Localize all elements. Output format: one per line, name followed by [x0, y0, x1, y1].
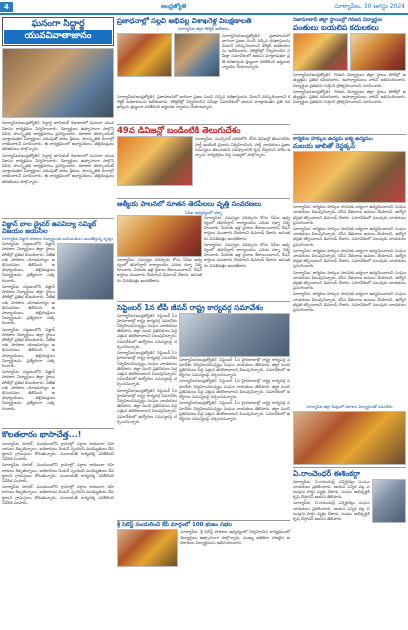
cpi-headline: ఆత్మీయ పాలనలో నూతన తెరపేలలు వృత్తి సంవరణలు: [117, 200, 262, 209]
feature-title-box: [2, 17, 114, 46]
labour-story-text: సూర్యాపేట: కార్మికుల హక్కుల సాధనకు ఐక్యంగా ఉద్యమించాలని సంఘం నాయకులు పిలుపునిచ్చారు. కనీస వేతనాలు అమలు చేయాలని, ఉద్యోగ భద్రత కల్పించాలని డిమాండ్ చేశారు. సమావేశంలో పలువురు నాయకులు ప్రసంగించారు.: [293, 204, 406, 225]
column-center: [117, 17, 290, 628]
election-story-text-cont: సూర్యాపేట: ఏ.రామచంద్ర్ ఎన్నికైనట్లు సంఘం నాయకులు ప్రకటించారు. ఆయన ఎన్నిక పట్ల పలువురు హర్షం వ్యక్తం చేశారు. సంఘం అభివృద్ధికి కృషి చేస్తానని ఆయన తెలిపారు.: [293, 500, 370, 522]
tribal-story-text: సూర్యాపేట(ఆంధ్రజ్యోతి): గిరిజన విద్యార్థులు జిల్లా స్థాయి పోటీల్లో అత్యుత్తమ ప్రతిభ కనబరిచారు. ఉపాధ్యాయులు వారిని అభినందించారు. విద్యార్థుల ప్రతిభను గుర్తించి ప్రోత్సహించాలని సూచించారు.: [293, 72, 406, 88]
celest-story: సూర్యాపేట: శ్రీ సెలెస్ట్ పాఠశాల ఆధ్వర్యంలో నిర్వహించిన కార్యక్రమంలో విద్యార్థులు ఉత్సాహంగా పాల్గొన్నారు. ముఖ్య అతిథిగా హాజరైన అధికారులు విద్యార్థులను అభినందించారు.: [180, 529, 290, 545]
meeting-story-text-cont2: సూర్యాపేట(ఆంధ్రజ్యోతి): సెప్టెంబర్ 1న హైదరాబాద్లో రాష్ట్ర కార్యవర్గ సమావేశం నిర్వహించనున్నట్లు సంఘం నాయకులు తెలిపారు. జిల్లా నుంచి ప్రతినిధులు పెద్ద ఎత్తున తరలిరావాలని పిలుపునిచ్చారు. సమావేశంలో ఉద్యోగుల సమస్యలపై చర్చించనున్నారు.: [117, 387, 177, 424]
lead-story: సూర్యాపేట(ఆంధ్రజ్యోతి): ప్రజాపాలనలో భాగంగా ప్రజల నుంచి వచ్చిన దరఖాస్తులను వెంటనే పరిష్కరించాలని కలెక్టర్ అధికారులను ఆదేశించారు. కలెక్టరేట్లో నిర్వహించిన సమీక్షా సమావేశంలో ఆయన మాట్లాడుతూ ప్రతి దరఖాస్తును క్షుణ్ణంగా పరిశీలించి అర్హులకు న్యాయం చేయాలన్నారు.: [117, 93, 290, 109]
feature-story-text-cont: సూర్యాపేట(ఆంధ్రజ్యోతి): సిద్ధార్థ జూనియర్ కళాశాలలో ఘనంగా యువవికాసం కార్యక్రమం నిర్వహించారు. విద్యార్థులు ఉత్సాహంగా పాల్గొని వివిధ సాంస్కృతిక కార్యక్రమాలు ప్రదర్శించారు. కళాశాల కరస్పాండెంట్ మాట్లాడుతూ విద్యార్థులు చదువుతో పాటు క్రీడలు, సాంస్కృతిక రంగాల్లో రాణించాలని సూచించారు. ఈ కార్యక్రమంలో అధ్యాపకులు, తల్లిదండ్రులు తదితరులు పాల్గొన్నారు.: [2, 152, 114, 184]
labour-story-text-cont3: సూర్యాపేట: కార్మికుల హక్కుల సాధనకు ఐక్యంగా ఉద్యమించాలని సంఘం నాయకులు పిలుపునిచ్చారు. కనీస వేతనాలు అమలు చేయాలని, ఉద్యోగ భద్రత కల్పించాలని డిమాండ్ చేశారు. సమావేశంలో పలువురు నాయకులు ప్రసంగించారు.: [293, 269, 406, 291]
divider: [293, 467, 406, 468]
lead-headline: ప్రజాధనాల్లో సల్లవి అభివల్ల విశాఖగెళ్ల విలక్షణాలతి: [117, 17, 252, 25]
feature-title-line1: ఘనంగా సిద్ధార్థ: [31, 19, 85, 29]
meeting-row: [117, 313, 290, 518]
kolatharam-story-text-cont: సూర్యాపేట రూరల్: మండలంలోని గ్రామాల్లో వర్షాల కారణంగా రహదారులు దెబ్బతిన్నాయి. అధికారులు వెంటనే స్పందించి మరమ్మతులు చేపట్టాలని గ్రామస్తులు కోరుతున్నారు. పంచాయతీ కార్యదర్శి పరిశీలించి నివేదిక పంపారు.: [2, 462, 114, 484]
division-row: [117, 136, 290, 196]
division-photo: [117, 136, 193, 186]
feature-photo: [2, 48, 114, 118]
tribal-photo-row: [293, 33, 406, 71]
divider: [117, 301, 290, 302]
feature-story-text: సూర్యాపేట(ఆంధ్రజ్యోతి): సిద్ధార్థ జూనియర్ కళాశాలలో ఘనంగా యువవికాసం కార్యక్రమం నిర్వహించారు. విద్యార్థులు ఉత్సాహంగా పాల్గొని వివిధ సాంస్కృతిక కార్యక్రమాలు ప్రదర్శించారు. కళాశాల కరస్పాండెంట్ మాట్లాడుతూ విద్యార్థులు చదువుతో పాటు క్రీడలు, సాంస్కృతిక రంగాల్లో రాణించాలని సూచించారు. ఈ కార్యక్రమంలో అధ్యాపకులు, తల్లిదండ్రులు తదితరులు పాల్గొన్నారు.: [2, 120, 114, 152]
meeting-story-text-r2: సూర్యాపేట(ఆంధ్రజ్యోతి): సెప్టెంబర్ 1న హైదరాబాద్లో రాష్ట్ర కార్యవర్గ సమావేశం నిర్వహించనున్నట్లు సంఘం నాయకులు తెలిపారు. జిల్లా నుంచి ప్రతినిధులు పెద్ద ఎత్తున తరలిరావాలని పిలుపునిచ్చారు. సమావేశంలో ఉద్యోగుల సమస్యలపై చర్చించనున్నారు.: [179, 378, 290, 400]
column-right: [293, 17, 406, 628]
masthead: ఆంధ్రజ్యోతి: [160, 2, 187, 10]
vignan-story-text: సూర్యాపేట పట్టణంలోని విజ్ఞాన్ పాఠశాల విద్యార్థులు జిల్లా స్థాయి పోటీల్లో ప్రతిభ కనబరిచారు. విజేతలకు పాఠశాల యాజమాన్యం అభినందనలు తెలిపింది. ఉపాధ్యాయులు, తల్లిదండ్రులు విద్యార్థులను ప్రత్యేకంగా సత్కరించారు.: [2, 241, 55, 283]
vignan-photo: [57, 243, 114, 300]
lead-photo-2: [174, 33, 220, 77]
vignan-headline: విజ్ఞాన్ బాల డ్రైవర్ ఉపవిద్యా సమ్మిట్ విజయం జయసిల: [2, 220, 97, 236]
divider: [2, 428, 114, 429]
meeting-story-left: [117, 313, 177, 518]
meeting-photo: [179, 313, 290, 357]
edition-date: సూర్యాపేట, 30 ఆగస్టు 2024: [334, 2, 405, 10]
lead-subhead: సూర్యాపేట జిల్లా కలెక్టర్ ఆదేశాలు: [177, 26, 230, 32]
cpi-story-right: [204, 215, 290, 299]
meeting-story-text: సూర్యాపేట(ఆంధ్రజ్యోతి): సెప్టెంబర్ 1న హైదరాబాద్లో రాష్ట్ర కార్యవర్గ సమావేశం నిర్వహించనున్నట్లు సంఘం నాయకులు తెలిపారు. జిల్లా నుంచి ప్రతినిధులు పెద్ద ఎత్తున తరలిరావాలని పిలుపునిచ్చారు. సమావేశంలో ఉద్యోగుల సమస్యలపై చర్చించనున్నారు.: [117, 312, 177, 349]
tribal-story: [293, 72, 406, 132]
labour-headline-b: మలయ జాబితో రెస్టక్కన్: [293, 142, 356, 151]
divider: [293, 134, 406, 135]
election-story: [293, 479, 370, 589]
celest-headline: శ్రీ సెలెస్ట్ సంయలించి కేపీ మార్గంలో 100 భుజం సభల: [117, 521, 233, 528]
tribal-headline-b: పంతులు బయలిప కదులకలు: [293, 23, 379, 33]
meeting-story-text-r3: సూర్యాపేట(ఆంధ్రజ్యోతి): సెప్టెంబర్ 1న హైదరాబాద్లో రాష్ట్ర కార్యవర్గ సమావేశం నిర్వహించనున్నట్లు సంఘం నాయకులు తెలిపారు. జిల్లా నుంచి ప్రతినిధులు పెద్ద ఎత్తున తరలిరావాలని పిలుపునిచ్చారు. సమావేశంలో ఉద్యోగుల సమస్యలపై చర్చించనున్నారు.: [179, 400, 290, 421]
election-portrait: [372, 479, 406, 523]
vignan-subhead: సూర్యాపేట విజ్ఞాన్ పాఠశాల విద్యార్థులకు బహుమతులు అందజేస్తున్న దృశ్యం: [2, 236, 114, 242]
kolatharam-story-text: సూర్యాపేట రూరల్: మండలంలోని గ్రామాల్లో వర్షాల కారణంగా రహదారులు దెబ్బతిన్నాయి. అధికారులు వెంటనే స్పందించి మరమ్మతులు చేపట్టాలని గ్రామస్తులు కోరుతున్నారు. పంచాయతీ కార్యదర్శి పరిశీలించి నివేదిక పంపారు.: [2, 440, 114, 462]
meeting-story-text-cont: సూర్యాపేట(ఆంధ్రజ్యోతి): సెప్టెంబర్ 1న హైదరాబాద్లో రాష్ట్ర కార్యవర్గ సమావేశం నిర్వహించనున్నట్లు సంఘం నాయకులు తెలిపారు. జిల్లా నుంచి ప్రతినిధులు పెద్ద ఎత్తున తరలిరావాలని పిలుపునిచ్చారు. సమావేశంలో ఉద్యోగుల సమస్యలపై చర్చించనున్నారు.: [117, 350, 177, 387]
divider: [117, 520, 290, 521]
vignan-story-text-cont: సూర్యాపేట పట్టణంలోని విజ్ఞాన్ పాఠశాల విద్యార్థులు జిల్లా స్థాయి పోటీల్లో ప్రతిభ కనబరిచారు. విజేతలకు పాఠశాల యాజమాన్యం అభినందనలు తెలిపింది. ఉపాధ్యాయులు, తల్లిదండ్రులు విద్యార్థులను ప్రత్యేకంగా సత్కరించారు.: [2, 283, 55, 326]
lead-photo-1: [117, 33, 172, 77]
election-headline: ఏ.రాంచెంధర్ ఈశింకర్గా: [293, 468, 361, 478]
cpi-story-text: సూర్యాపేట: సమస్యల పరిష్కారం కోసం సీపీఐ ఆధ్వర్యంలో తహసీల్దార్ కార్యాలయం ఎదుట ధర్నా నిర్వహించారు. పేదలకు ఇళ్ల స్థలాలు కేటాయించాలని, రేషన్ కార్డులు మంజూరు చేయాలని డిమాండ్ చేశారు. అనంతరం వినతిపత్రం అందజేశారు.: [204, 214, 290, 241]
column-left: [2, 17, 114, 628]
vignan-story: [2, 241, 55, 426]
meeting-right: [179, 313, 290, 518]
labour-story: [293, 204, 406, 404]
feature-title-line2: యువవివాతాజానం: [4, 30, 112, 44]
kolatharam-story: [2, 441, 114, 571]
labour-story-text-cont: సూర్యాపేట: కార్మికుల హక్కుల సాధనకు ఐక్యంగా ఉద్యమించాలని సంఘం నాయకులు పిలుపునిచ్చారు. కనీస వేతనాలు అమలు చేయాలని, ఉద్యోగ భద్రత కల్పించాలని డిమాండ్ చేశారు. సమావేశంలో పలువురు నాయకులు ప్రసంగించారు.: [293, 226, 406, 247]
kolatharam-headline: కొలతలారం భాసాచేత్త...!: [2, 430, 82, 440]
labour-story-text-cont2: సూర్యాపేట: కార్మికుల హక్కుల సాధనకు ఐక్యంగా ఉద్యమించాలని సంఘం నాయకులు పిలుపునిచ్చారు. కనీస వేతనాలు అమలు చేయాలని, ఉద్యోగ భద్రత కల్పించాలని డిమాండ్ చేశారు. సమావేశంలో పలువురు నాయకులు ప్రసంగించారు.: [293, 247, 406, 269]
cpi-left: [117, 215, 202, 299]
vignan-story-text-cont3: సూర్యాపేట పట్టణంలోని విజ్ఞాన్ పాఠశాల విద్యార్థులు జిల్లా స్థాయి పోటీల్లో ప్రతిభ కనబరిచారు. విజేతలకు పాఠశాల యాజమాన్యం అభినందనలు తెలిపింది. ఉపాధ్యాయులు, తల్లిదండ్రులు విద్యార్థులను ప్రత్యేకంగా సత్కరించారు.: [2, 369, 55, 411]
college-caption: సూర్యాపేట జిల్లా కేంద్రంలో కళాశాల విద్యార్థులతో సమావేశం: [306, 404, 393, 410]
divider: [2, 218, 114, 219]
tribal-story-text-cont: సూర్యాపేట(ఆంధ్రజ్యోతి): గిరిజన విద్యార్థులు జిల్లా స్థాయి పోటీల్లో అత్యుత్తమ ప్రతిభ కనబరిచారు. ఉపాధ్యాయులు వారిని అభినందించారు. విద్యార్థుల ప్రతిభను గుర్తించి ప్రోత్సహించాలని సూచించారు.: [293, 88, 406, 105]
cpi-photo: [117, 215, 202, 257]
page-header: [0, 0, 408, 15]
divider: [117, 198, 290, 199]
cpi-story-left: సూర్యాపేట: సమస్యల పరిష్కారం కోసం సీపీఐ ఆధ్వర్యంలో తహసీల్దార్ కార్యాలయం ఎదుట ధర్నా నిర్వహించారు. పేదలకు ఇళ్ల స్థలాలు కేటాయించాలని, రేషన్ కార్డులు మంజూరు చేయాలని డిమాండ్ చేశారు. అనంతరం వినతిపత్రం అందజేశారు.: [117, 256, 202, 283]
election-story-text: సూర్యాపేట: ఏ.రామచంద్ర్ ఎన్నికైనట్లు సంఘం నాయకులు ప్రకటించారు. ఆయన ఎన్నిక పట్ల పలువురు హర్షం వ్యక్తం చేశారు. సంఘం అభివృద్ధికి కృషి చేస్తానని ఆయన తెలిపారు.: [293, 478, 370, 500]
lead-photo-row: [117, 33, 290, 93]
page-number: 4: [0, 2, 13, 12]
divider: [117, 124, 290, 125]
lead-story-side: సూర్యాపేట(ఆంధ్రజ్యోతి): ప్రజాపాలనలో భాగంగా ప్రజల నుంచి వచ్చిన దరఖాస్తులను వెంటనే పరిష్కరించాలని కలెక్టర్ అధికారులను ఆదేశించారు. కలెక్టరేట్లో నిర్వహించిన సమీక్షా సమావేశంలో ఆయన మాట్లాడుతూ ప్రతి దరఖాస్తును క్షుణ్ణంగా పరిశీలించి అర్హులకు న్యాయం చేయాలన్నారు.: [222, 32, 290, 69]
college-photo: [293, 411, 406, 465]
feature-story: [2, 120, 114, 216]
tribal-photo-1: [293, 33, 348, 71]
labour-headline: కార్మికుల హక్కుల ఉద్యమ ఐక్య ఉద్యమం: [293, 136, 373, 143]
meeting-headline: సెప్టెంబర్ 1న టీపీ జీవన్ రాష్ట్ర కార్యవర్గ సమావేశం: [117, 302, 264, 312]
cpi-subhead: సీపీఐ ఆధ్వర్యంలో ధర్నా: [184, 209, 223, 215]
division-story: సూర్యాపేట: మున్సిపల్ పరిధిలోని 49వ డివిజన్లో తెలుగుదేశం పార్టీ ఇంటింటి ప్రచారం నిర్వహించింది. పార్టీ నాయకులు ప్రజల సమస్యలు తెలుసుకుని పరిష్కారానికి కృషి చేస్తామని హామీ ఇచ్చారు. కార్యకర్తలు పెద్ద సంఖ్యలో పాల్గొన్నారు.: [195, 136, 290, 158]
kolatharam-story-text-cont2: సూర్యాపేట రూరల్: మండలంలోని గ్రామాల్లో వర్షాల కారణంగా రహదారులు దెబ్బతిన్నాయి. అధికారులు వెంటనే స్పందించి మరమ్మతులు చేపట్టాలని గ్రామస్తులు కోరుతున్నారు. పంచాయతీ కార్యదర్శి పరిశీలించి నివేదిక పంపారు.: [2, 484, 114, 505]
election-row: [293, 479, 406, 589]
labour-photo: [293, 151, 406, 203]
meeting-story-right: [179, 357, 290, 517]
division-headline: 49వ డివిజన్లో బండింటికి తెలుగుదేశం: [117, 125, 241, 136]
celest-row: [117, 529, 290, 569]
meeting-story-text-r: సూర్యాపేట(ఆంధ్రజ్యోతి): సెప్టెంబర్ 1న హైదరాబాద్లో రాష్ట్ర కార్యవర్గ సమావేశం నిర్వహించనున్నట్లు సంఘం నాయకులు తెలిపారు. జిల్లా నుంచి ప్రతినిధులు పెద్ద ఎత్తున తరలిరావాలని పిలుపునిచ్చారు. సమావేశంలో ఉద్యోగుల సమస్యలపై చర్చించనున్నారు.: [179, 356, 290, 378]
labour-story-text-cont4: సూర్యాపేట: కార్మికుల హక్కుల సాధనకు ఐక్యంగా ఉద్యమించాలని సంఘం నాయకులు పిలుపునిచ్చారు. కనీస వేతనాలు అమలు చేయాలని, ఉద్యోగ భద్రత కల్పించాలని డిమాండ్ చేశారు. సమావేశంలో పలువురు నాయకులు ప్రసంగించారు.: [293, 291, 406, 313]
cpi-story-text-cont: సూర్యాపేట: సమస్యల పరిష్కారం కోసం సీపీఐ ఆధ్వర్యంలో తహసీల్దార్ కార్యాలయం ఎదుట ధర్నా నిర్వహించారు. పేదలకు ఇళ్ల స్థలాలు కేటాయించాలని, రేషన్ కార్డులు మంజూరు చేయాలని డిమాండ్ చేశారు. అనంతరం వినతిపత్రం అందజేశారు.: [204, 241, 290, 268]
tribal-headline: నిజామాబాద్ జిల్లా స్థాయిల్లో గిరిజన విద్యార్థుల: [293, 17, 383, 23]
celest-photo: [117, 529, 178, 567]
vignan-story-text-cont2: సూర్యాపేట పట్టణంలోని విజ్ఞాన్ పాఠశాల విద్యార్థులు జిల్లా స్థాయి పోటీల్లో ప్రతిభ కనబరిచారు. విజేతలకు పాఠశాల యాజమాన్యం అభినందనలు తెలిపింది. ఉపాధ్యాయులు, తల్లిదండ్రులు విద్యార్థులను ప్రత్యేకంగా సత్కరించారు.: [2, 326, 55, 368]
tribal-photo-2: [350, 33, 406, 71]
cpi-row: [117, 215, 290, 299]
